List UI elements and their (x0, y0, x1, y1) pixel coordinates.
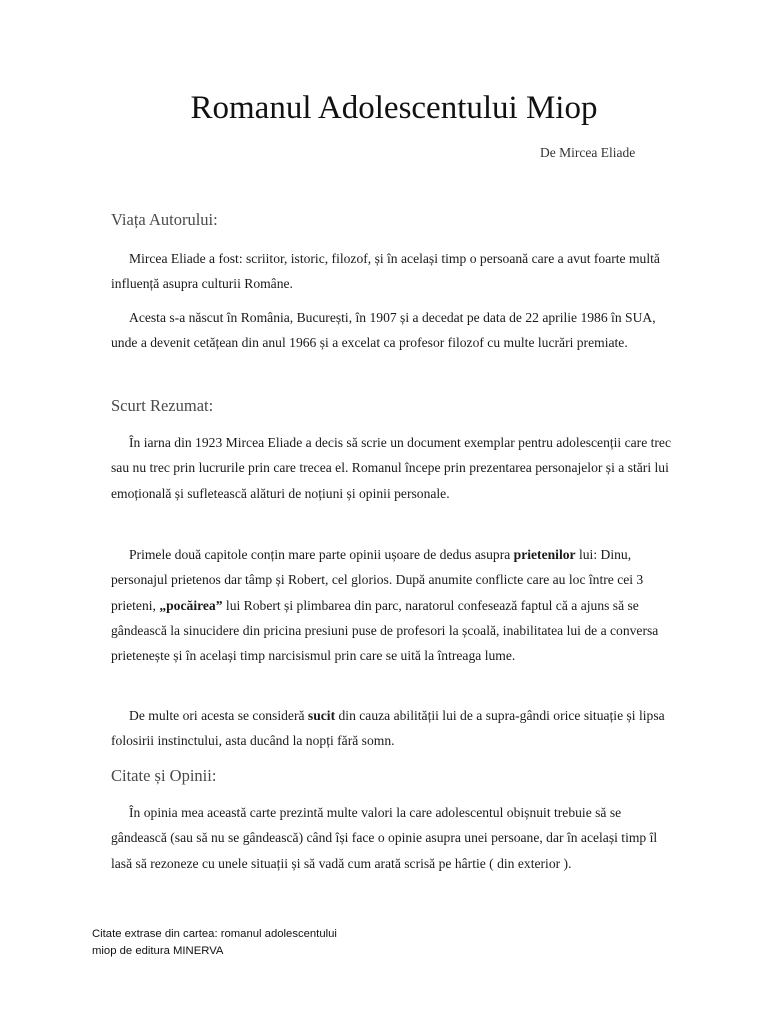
paragraph-rezumat-3-part-a: De multe ori acesta se consideră (129, 708, 308, 723)
paragraph-viata-1: Mircea Eliade a fost: scriitor, istoric, filozof, și în același timp o persoană care a avut foarte multă influență asupra culturii Române. (111, 251, 660, 292)
document-title: Romanul Adolescentului Miop (190, 90, 598, 126)
paragraph-rezumat-2-part-a: Primele două capitole conțin mare parte opinii ușoare de dedus asupra (129, 547, 514, 562)
section-heading-rezumat: Scurt Rezumat: (111, 396, 214, 415)
paragraph-viata-2: Acesta s-a născut în România, București, în 1907 și a decedat pe data de 22 aprilie 1986 în SUA, unde a devenit cetățean din anul 1966 și a excelat ca profesor filozof cu multe lucrări premiate. (111, 310, 656, 351)
footnote (92, 926, 412, 960)
paragraph-rezumat-3-part-c: din cauza abilității lui de a supra-gândi orice situație și lipsa folosirii instinctului, asta ducând la nopți fără somn. (111, 708, 665, 749)
paragraph-rezumat-2-part-c: lui: Dinu, personajul prietenos dar tâmp și Robert, cel glorios. După anumite conflicte care au loc între cei 3 prieteni, (111, 547, 644, 613)
paragraph-rezumat-1: În iarna din 1923 Mircea Eliade a decis să scrie un document exemplar pentru adolescenții care trec sau nu trec prin lucrurile prin care trecea el. Romanul începe prin prezentarea personajelor și a stări lui emoțională și sufletească alături de noțiuni și opinii personale. (111, 435, 672, 501)
paragraph-rezumat-3 (111, 703, 676, 754)
footnote-line-1: Citate extrase din cartea: romanul adolescentului (92, 928, 337, 940)
paragraph-citate-1: În opinia mea această carte prezintă multe valori la care adolescentul obișnuit trebuie să se gândească (sau să nu se gândească) când își face o opinie asupra unei persoane, dar în același timp îl lasă să rezoneze cu unele situații și să vadă cum arată scrisă pe hârtie ( din exterior ). (111, 805, 658, 871)
section-heading-viata: Viața Autorului: (111, 210, 218, 229)
document-author: De Mircea Eliade (540, 145, 636, 160)
emphasis-prietenilor: prietenilor (513, 547, 576, 562)
emphasis-pocairea: „pocăirea” (159, 597, 223, 613)
paragraph-rezumat-2-part-e: lui Robert și plimbarea din parc, naratorul confesează faptul că a ajuns să se gândească la sinucidere din pricina presiuni puse de profesori la școală, inabilitatea lui de a conversa prietenește și în același timp narcisismul prin care se uită la întreaga lume. (111, 597, 659, 664)
paragraph-rezumat-2 (111, 542, 676, 668)
emphasis-sucit: sucit (307, 708, 336, 723)
footnote-line-2: miop de editura MINERVA (92, 945, 224, 957)
section-heading-citate: Citate și Opinii: (111, 766, 217, 785)
